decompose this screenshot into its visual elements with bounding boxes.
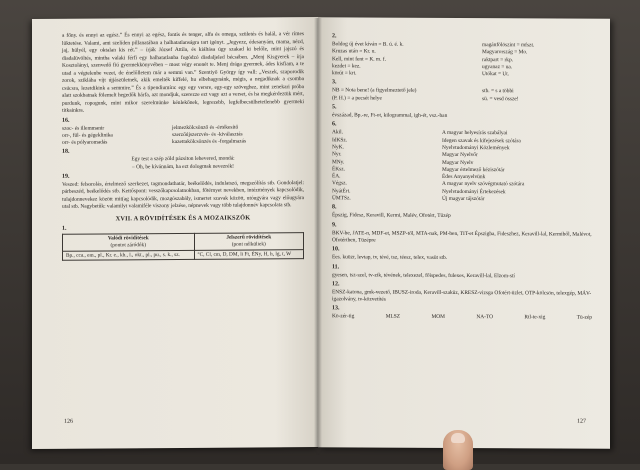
verse-line: – Oh, be kívánnám, ha ezt dologmak nevezrék! (132, 163, 234, 170)
exercise-2-list (332, 41, 592, 79)
header-sublabel: (pont nélküliek) (231, 241, 266, 248)
exercise-16-list (62, 124, 304, 148)
list-item-right: Édes Anyanyelvünk (442, 174, 486, 181)
exercise-13-list (332, 314, 592, 321)
book-gutter (314, 18, 322, 448)
list-item (332, 95, 592, 104)
list-item-right: kazettakölcsönzés és -forgalmazás (172, 138, 247, 146)
exercise-5-text: évszázad, Bp.-re, Ft-ot, kilogrammal, igh-ét, vsz.-ban (332, 112, 448, 119)
list-item-left: orr- és pólyaromadás (62, 139, 108, 146)
thumbnail-shine (451, 433, 465, 443)
exercise-number: 8. (332, 204, 337, 211)
header-sublabel: (pontot záródók) (110, 241, 146, 249)
list-item-right: Magyar Nyelv (442, 159, 474, 166)
list-item-left: Végsz. (332, 180, 347, 187)
list-item (332, 195, 592, 204)
list-item-left: Kruzas után = Kr. u. (332, 48, 376, 55)
list-item-left: Boldog új évet kíván = B. ú. é. k. (332, 41, 404, 48)
table-row (63, 249, 304, 260)
header-label: Valódi rövidítések (107, 235, 149, 242)
list-item (62, 138, 304, 147)
exercise-number: 6. (332, 121, 337, 128)
exercise-number: 9. (332, 221, 337, 228)
list-item-right: jelmezkölcsönző és -értékesítő (172, 124, 239, 131)
exercise-number: 16. (62, 117, 70, 124)
list-item-left: NB = Nota bene! (a figyelmeztető jele) (332, 87, 417, 95)
exercise-12-text: ENSZ-katona, gmk-vezető, IBUSZ-iroda, Keravill-szaküz, KRESZ-vizsga Ofotért-üzlet, OTP-kölcsön, telexgép, MÁV-igazolvány, tv-közvetítés (332, 289, 592, 303)
list-item-left: szoc- és illemmanir (62, 124, 105, 132)
exercise-10-text: Ees. kuüzr, levtap, tv, tévé, tsz, téesz, telex, vasüt stb. (332, 254, 447, 262)
list-item-left: kezdet = kez. (332, 63, 361, 70)
page-number: 126 (64, 418, 73, 425)
list-item-left: Akil. (332, 129, 343, 136)
page-number: 127 (577, 418, 586, 425)
list-item-right: Magyar Nyelvőr (442, 152, 478, 159)
exercise-6-list (332, 130, 592, 204)
list-item-left: NyK. (332, 144, 344, 151)
list-item-left: MNy. (332, 158, 345, 165)
exercise-9-text: BKV-be, JATE-n, MDF-et, MSZP-től, MTA-nak, PM-ben, TIT-et Épszigba, Fideszhez, Keravill-lal, Kermiből, Malévot, Ofotértben, Tüzépre (332, 229, 592, 244)
exercise-19-text: Veszed: felsorolás, értelmező szerkezet, tagmondathatár, beékelődés, indulatszó, megszólítás stb. Gondolatjel: párbeszéd, beékelődés stb. Kettőspont: vesszőkapcsolatnokban, főtérnyet nevekben, intézmények kapcsolódik, tulajdonnevekez között mit(ag kapcsolódik, mozgószabály, ismertet szavak között, utóugyára vagy előugyára utal stb. Nagybetűk: valamilyt valamiféle viszony jelzése, népnevek vagy több tulajdonnév kapcsolata stb. (62, 180, 304, 211)
list-item-left: NyátÉrt. (332, 188, 351, 195)
list-item-right: A magyar nyelv szóvégmutató szótára (442, 181, 525, 188)
table-cell: Bp., cca., em., pl., Kr. e., kb., l., okt., pl., pu., s. k., sz. (63, 250, 195, 261)
verse-line: Egy test a szép zöld pázsiton lehevered, mondá: (131, 155, 235, 163)
list-item-left: Nyr. (332, 151, 342, 158)
table-header-cell (194, 233, 304, 250)
exercise-number: 10. (332, 246, 340, 253)
list-item-right: magánfölöszint = mfszt. (482, 42, 535, 49)
list-item-right: Magyarország = Mo. (482, 49, 528, 56)
exercise-number: 13. (332, 305, 340, 312)
list-item-left: orr-, fül- és gégeklinika (62, 132, 113, 139)
exercise-number: 18. (62, 149, 70, 156)
list-item: Tü-zép (576, 315, 592, 322)
exercise-3-list (332, 88, 592, 104)
list-item-left: ÜMTSz. (332, 195, 351, 202)
list-item-right: A magyar helyesírás szabályai (442, 130, 508, 137)
list-item: MOM (431, 314, 445, 321)
exercise-number: 1. (62, 225, 67, 232)
list-item-right: Magyar értelmező kéziszótár (442, 166, 505, 174)
list-item-right: Utókat = Ut. (482, 71, 510, 78)
exercise-number: 5. (332, 104, 337, 111)
exercise-number: 12. (332, 281, 340, 288)
exercise-number: 2. (332, 33, 337, 40)
list-item: Kö-zér-tig (332, 313, 355, 320)
list-item-left: ÉA. (332, 173, 341, 180)
exercise-number: 3. (332, 79, 337, 86)
list-item-right: Idegen szavak és kifejezések szótára (442, 137, 521, 144)
list-item-right: stb. = s a többi (482, 88, 514, 95)
list-item: NA-TO (476, 314, 494, 321)
header-label: Jelszerű rövidítések (226, 234, 272, 241)
list-item: Rtl-te-xig (524, 314, 546, 321)
exercise-11-text: gyesen, tsz-szel, tv-zik, tévének, telexezel, főispedes, fulexes, Keravill-lal, Elzom-stí (332, 271, 515, 279)
list-item-right: szerzőújszerzvés- és -kiválasztás (172, 131, 243, 138)
exercise-number: 11. (332, 263, 340, 270)
list-item-right: Nyelvtudományi Közlemények (442, 144, 510, 152)
list-item-right: Új magyar tájszótár (442, 195, 485, 203)
exercise-18-lines (62, 155, 304, 171)
table-header-row (63, 233, 304, 251)
exercise-number: 19. (62, 173, 70, 180)
list-item-left: IdKSz. (332, 136, 348, 144)
table-cell: °C, Cl, cm, D, DM, li Ft, ÉNy, H, h, lg, t, W (194, 249, 304, 260)
list-item-right: sü. = vesd össze! (482, 95, 519, 103)
section-title: XVII. A RÖVIDÍTÉSEK ÉS A MOZAIKSZÓK (115, 214, 251, 223)
table-header-cell (63, 233, 195, 251)
right-page (318, 17, 610, 449)
abbreviation-table (62, 232, 304, 261)
list-item (332, 70, 592, 79)
right-page-content (332, 31, 592, 321)
list-item-right: raktpart = rkp. (482, 56, 514, 63)
list-item-left: ÉKsz. (332, 166, 346, 173)
intro-paragraph: a főny. és ennyi az egész.” És ennyi az egész, fontis és tenger, alfa és omega, születés és halál, a vér rímes lüktetése. Valami, ami szelíden pillanatában a halhatatlanságra tart igényt. „Jegyezz, édesanyám, mama, nézd, jaj, hülyél, egy oktalan kis rét.” – írják József Attila, és kiáltása úgy szakad ki belőle, mint jajszó és diadalüvöltés, mintha valaki férfi egy halhatatlanba fogódzó diadaljeled bécsében. „Menj Kisgyerek – írja Kosztolányi, szenvedő fiú gyermekkönyvében – most végy enonét te. Menj drága gyermek, ádes kisfiam, a te utad a végtelenbe vezet, de énelőlletem már a semmi van.” Szentiyő György így vall: „Veszek, szaporodik zorok, szikláha víjt újjászületnek, akik emelték kiffelé, hu elbehagynánk, mégis, a negadiknak a csomba csúcsra, lezetdikink a semmire.” És a tipendiumíra: egy egy versre, egy-egy szöveghez, mint zenekari próba alatt szokbatnak fölemelt hegedők hárfa, azt mondjuk, szerezze ezt vagy azt a verset, és ha megkérdeztük mért, purdunk, ropogunk, mint mikor szerelmünke kénlekőnek, legrezebb, legfelbecsülhetetlenebb gyermeki titkainkra. (62, 31, 304, 114)
list-item-right: Nyelvtudományi Értekezések (442, 188, 506, 195)
list-item-right: ugyanaz = ua. (482, 63, 513, 71)
left-page (32, 17, 318, 449)
list-item-left: Kell, mint fent = K. m. f. (332, 55, 386, 63)
exercise-8-text: Épszig, Fidesz, Keravill, Kermi, Malév, Ofotért, Tüzép (332, 212, 451, 220)
list-item-left: (P. H.) = a pecsét helye (332, 95, 382, 102)
list-item-left: körút = krt. (332, 70, 357, 77)
list-item: MLSZ (385, 314, 401, 321)
left-page-content (62, 31, 304, 261)
